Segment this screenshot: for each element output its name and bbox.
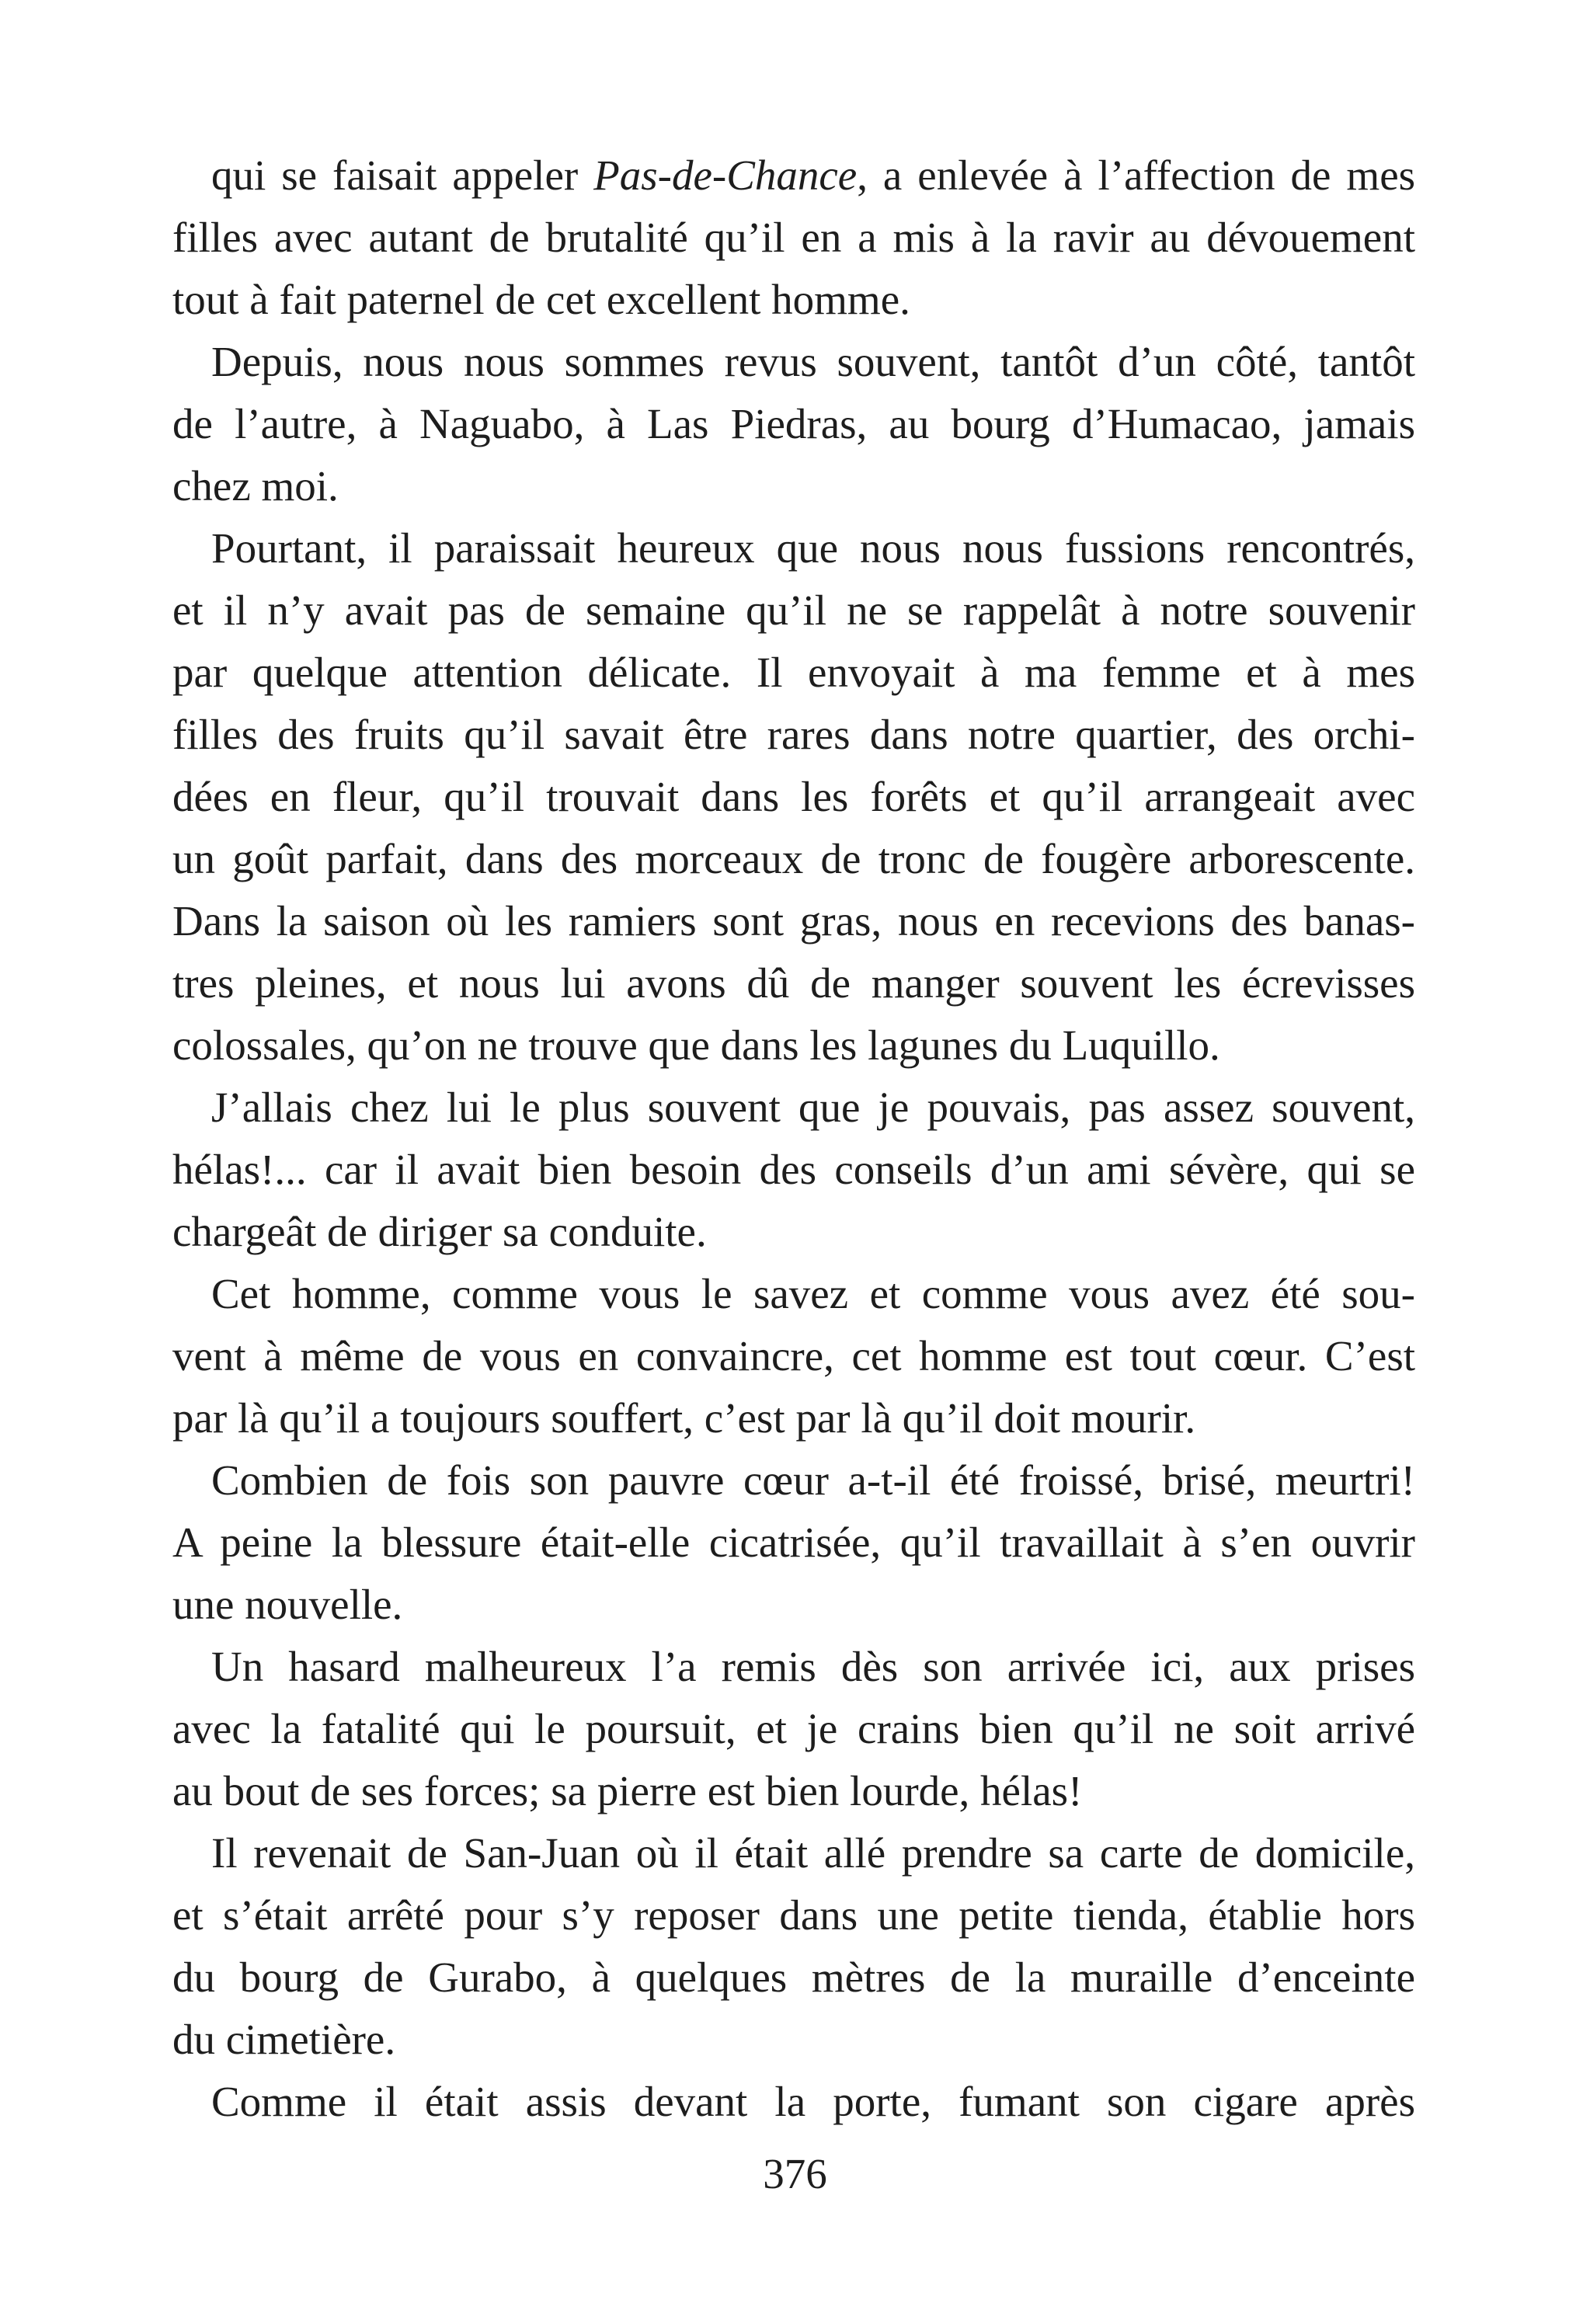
text-line: [172, 269, 1415, 331]
text-segment: A peine la blessure était-elle cicatrisée, qu’il travaillait à s’en ouvrir: [172, 1519, 1415, 1566]
text-segment: avec la fatalité qui le poursuit, et je crains bien qu’il ne soit arrivé: [172, 1705, 1415, 1752]
text-segment: du bourg de Gurabo, à quelques mètres de la muraille d’enceinte: [172, 1953, 1415, 2001]
text-segment: Depuis, nous nous sommes revus souvent, tantôt d’un côté, tantôt: [211, 338, 1415, 385]
text-segment: par quelque attention délicate. Il envoyait à ma femme et à mes: [172, 649, 1415, 696]
text-segment: hélas!... car il avait bien besoin des conseils d’un ami sévère, qui se: [172, 1146, 1415, 1193]
text-segment: et il n’y avait pas de semaine qu’il ne se rappelât à notre souvenir: [172, 586, 1415, 634]
paragraph: [172, 144, 1415, 331]
text-segment: chez moi.: [172, 462, 339, 510]
text-line: [172, 766, 1415, 828]
text-line: [172, 1263, 1415, 1325]
text-line: [172, 1512, 1415, 1574]
paragraph: [172, 1636, 1415, 1822]
text-line: [172, 1077, 1415, 1139]
text-line: [172, 207, 1415, 269]
text-segment: chargeât de diriger sa conduite.: [172, 1208, 707, 1255]
paragraph: [172, 517, 1415, 1077]
text-segment: Cet homme, comme vous le savez et comme vous avez été sou-: [211, 1270, 1415, 1317]
text-segment: filles avec autant de brutalité qu’il en a mis à la ravir au dévouement: [172, 214, 1415, 261]
text-segment: J’allais chez lui le plus souvent que je pouvais, pas assez souvent,: [211, 1084, 1415, 1131]
text-segment: du cimetière.: [172, 2016, 396, 2063]
text-line: [172, 1884, 1415, 1947]
text-line: [172, 1387, 1415, 1449]
text-line: [172, 517, 1415, 579]
text-line: [172, 704, 1415, 766]
text-segment: qui se faisait appeler: [211, 151, 594, 199]
text-line: [172, 1636, 1415, 1698]
text-segment: Comme il était assis devant la porte, fumant son cigare après: [211, 2078, 1415, 2125]
text-segment: dées en fleur, qu’il trouvait dans les forêts et qu’il arrangeait avec: [172, 773, 1415, 820]
paragraph: [172, 1263, 1415, 1449]
text-segment: de l’autre, à Naguabo, à Las Piedras, au bourg d’Humacao, jamais: [172, 400, 1415, 447]
text-segment: filles des fruits qu’il savait être rares dans notre quartier, des orchi-: [172, 711, 1415, 758]
paragraph: [172, 331, 1415, 517]
text-line: [172, 890, 1415, 952]
text-segment: Un hasard malheureux l’a remis dès son arrivée ici, aux prises: [211, 1643, 1415, 1690]
text-line: [172, 828, 1415, 890]
text-line: [172, 1325, 1415, 1387]
text-line: [172, 455, 1415, 517]
text-line: [172, 1201, 1415, 1263]
text-line: [172, 1574, 1415, 1636]
body-text: [172, 144, 1415, 2133]
text-line: [172, 2071, 1415, 2133]
paragraph: [172, 1077, 1415, 1263]
paragraph: [172, 1822, 1415, 2071]
text-segment: Il revenait de San-Juan où il était allé prendre sa carte de domicile,: [211, 1829, 1415, 1877]
text-line: [172, 1822, 1415, 1884]
text-line: [172, 642, 1415, 704]
text-segment: Dans la saison où les ramiers sont gras, nous en recevions des banas-: [172, 897, 1415, 945]
text-line: [172, 2009, 1415, 2071]
text-segment: au bout de ses forces; sa pierre est bien lourde, hélas!: [172, 1767, 1083, 1814]
text-line: [172, 1139, 1415, 1201]
text-segment: colossales, qu’on ne trouve que dans les lagunes du Luquillo.: [172, 1021, 1220, 1069]
text-line: [172, 331, 1415, 393]
italic-text: Pas-de-Chance: [593, 151, 858, 199]
page-number: 376: [763, 2150, 827, 2197]
text-segment: un goût parfait, dans des morceaux de tronc de fougère arborescente.: [172, 835, 1415, 882]
text-segment: vent à même de vous en convaincre, cet homme est tout cœur. C’est: [172, 1332, 1415, 1379]
text-line: [172, 144, 1415, 207]
text-line: [172, 393, 1415, 455]
text-line: [172, 1014, 1415, 1077]
text-line: [172, 1449, 1415, 1512]
text-segment: Combien de fois son pauvre cœur a-t-il été froissé, brisé, meurtri!: [211, 1456, 1415, 1504]
text-segment: tres pleines, et nous lui avons dû de manger souvent les écrevisses: [172, 959, 1415, 1007]
text-segment: Pourtant, il paraissait heureux que nous nous fussions rencontrés,: [211, 524, 1415, 572]
text-segment: tout à fait paternel de cet excellent homme.: [172, 276, 910, 323]
text-line: [172, 579, 1415, 642]
text-segment: une nouvelle.: [172, 1581, 403, 1628]
text-line: [172, 1698, 1415, 1760]
text-line: [172, 952, 1415, 1014]
paragraph: [172, 1449, 1415, 1636]
text-line: [172, 1760, 1415, 1822]
text-line: [172, 1947, 1415, 2009]
text-segment: et s’était arrêté pour s’y reposer dans une petite tienda, établie hors: [172, 1891, 1415, 1939]
paragraph: [172, 2071, 1415, 2133]
text-segment: , a enlevée à l’affection de mes: [857, 151, 1416, 199]
text-segment: par là qu’il a toujours souffert, c’est par là qu’il doit mourir.: [172, 1394, 1196, 1442]
